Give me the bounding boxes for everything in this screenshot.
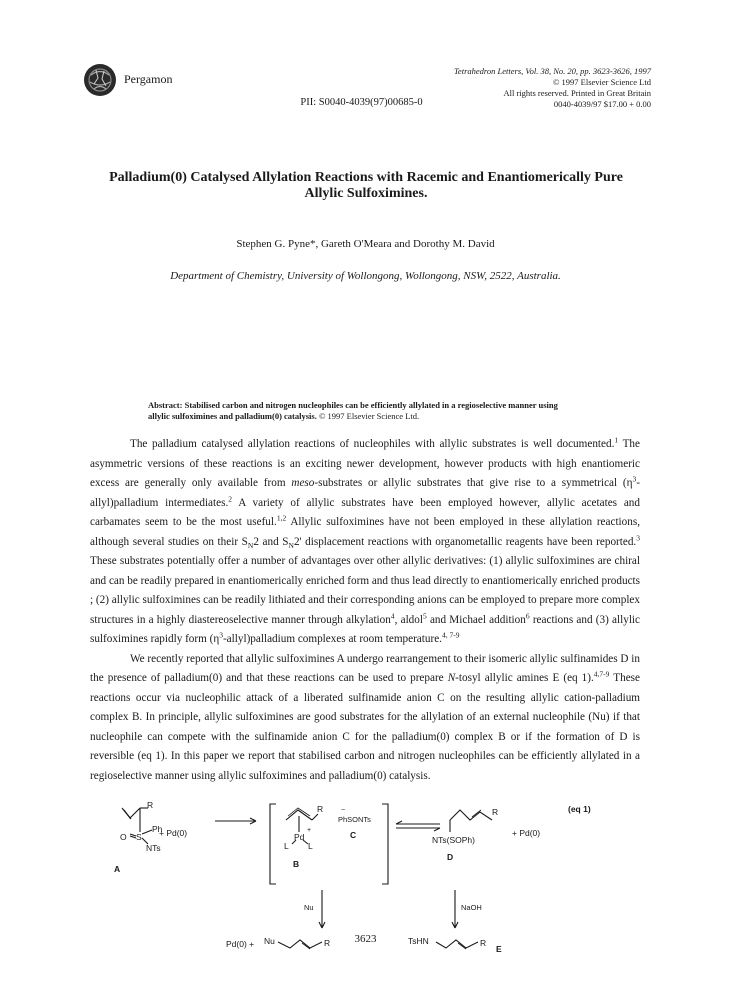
page-number: 3623 [354, 933, 377, 945]
reagent-nu: Nu [304, 903, 314, 912]
abstract-copyright: © 1997 Elsevier Science Ltd. [318, 411, 420, 421]
compound-a-r-label: R [147, 800, 154, 810]
abstract-text: Stabilised carbon and nitrogen nucleophiles can be efficiently allylated in a regioselective manner using allylic sulfoximines and palladium(0) catalysis. [148, 400, 558, 421]
bracket-right [382, 804, 388, 884]
paper-title [80, 170, 652, 202]
product-pd0: Pd(0) + [226, 939, 255, 949]
product-nu-r: R [324, 938, 331, 948]
ref: 2 [228, 493, 232, 503]
complex-b-charge: + [307, 827, 312, 834]
pii-line: PII: S0040-4039(97)00685-0 [300, 97, 423, 108]
compound-a-label: A [114, 864, 121, 874]
equilibrium-arrow-top [396, 821, 440, 824]
compound-a-sulfur: S [136, 832, 142, 842]
copyright-line: © 1997 Elsevier Science Ltd [552, 77, 651, 87]
paragraph-1: The palladium catalysed allylation reactions of nucleophiles with allylic substrates is well documented.$^1$ The asymmetric versions of these reactions is an exciting newer development, however products with high enantiomeric excess are generally only available from meso-substrates or allylic substrates that give rise to a symmetrical $(\eta^3-allyl)palladium$ intermediates.$^2$ A variety of allylic substrates have been employed however, allylic acetates and carbamates seem to be the most useful.$^{1,2}$ Allylic sulfoximines have not been employed in these allylation reactions, although several studies on their $S_N2$ and $S_N2'$ displacement reactions with organometallic reagents have been reported.$^3$ These substrates potentially offer a number of advantages over other allylic derivatives: (1) allylic sulfoximines are chiral and can be readily prepared in enantiomerically enriched form and thus lead directly to enantiomerically enriched products ; (2) allylic sulfoximines can be readily lithiated and their corresponding anions can be employed to prepare more complex structures in a highly diastereoselective manner through alkylation$^4$, aldol$^5$ and Michael addition$^6$ reactions and (3) allylic sulfoximines rapidly form $(\eta^3-allyl)palladium$ complexes at room temperature.$^{4, 7-9}$ [90, 435, 641, 645]
rights-line: All rights reserved. Printed in Great Britain [503, 88, 651, 98]
abstract [148, 400, 578, 422]
anion-c-charge: − [341, 807, 346, 814]
equation-label: (eq 1) [568, 804, 591, 814]
bracket-left [270, 804, 276, 884]
complex-b-pd: Pd [294, 832, 305, 842]
ref: 4 [390, 610, 395, 620]
product-e-label: E [496, 944, 502, 954]
ref: 6 [525, 610, 530, 620]
ref: 3 [636, 532, 640, 542]
compound-a-phenyl: Ph [152, 824, 163, 834]
paragraph-2: We recently reported that allylic sulfoximines A undergo rearrangement to their isomeric allylic sulfinamides D in the presence of palladium(0) and that these reactions can be used to prepare N-tosyl allylic amines E (eq 1).$^{4,7-9}$ These reactions occur via nucleophilic attack of a liberated sulfinamide anion C on the resulting allylic cation-palladium complex B. In principle, allylic sulfoximines are good substrates for the allylation of an external nucleophile (Nu) if that nucleophile can compete with the sulfinamide anion C for the palladium(0) complex B or if the formation of D is reversible (eq 1). In this paper we report that stabilised carbon and nitrogen nucleophiles can be efficiently allylated in a regioselective manner using allylic sulfoximines and palladium(0) catalysis. [90, 652, 640, 782]
complex-b-ligand-left: L [284, 841, 289, 851]
title-line-2: Allylic Sulfoximines. [304, 186, 428, 201]
anion-c-formula: PhSONTs [338, 815, 371, 824]
complex-b-r-label: R [317, 804, 324, 814]
compound-d-group: NTs(SOPh) [432, 835, 475, 845]
product-nu-group: Nu [264, 936, 275, 946]
compound-a-double-bond [124, 810, 131, 819]
compound-d-coproduct: + Pd(0) [512, 828, 541, 838]
compound-d-chain [450, 810, 492, 820]
abstract-label: Abstract: [148, 400, 183, 410]
publisher-name: Pergamon [124, 72, 173, 86]
product-e-r: R [480, 938, 487, 948]
compound-d-label: D [447, 852, 454, 862]
body-text [90, 435, 640, 786]
compound-a-allyl-bond [122, 808, 140, 818]
ref: 1,2 [276, 513, 287, 523]
price-code: 0040-4039/97 $17.00 + 0.00 [553, 99, 651, 109]
ref: 4, 7-9 [441, 630, 460, 640]
complex-b-ligand-right: L [308, 841, 313, 851]
compound-a-nts: NTs [146, 843, 161, 853]
anion-c-label: C [350, 830, 357, 840]
reaction-arrow-naoh [452, 890, 458, 928]
complex-b-label: B [293, 859, 300, 869]
compound-a-oxygen: O [120, 832, 127, 842]
ref: 4,7-9 [593, 669, 610, 679]
affiliation: Department of Chemistry, University of Wollongong, Wollongong, NSW, 2522, Australia. [170, 270, 561, 282]
author-list: Stephen G. Pyne*, Gareth O'Meara and Dorothy M. David [236, 238, 495, 250]
ref: 5 [422, 610, 427, 620]
title-line-1: Palladium(0) Catalysed Allylation Reactions with Racemic and Enantiomerically Pure [109, 170, 623, 185]
reagent-naoh: NaOH [461, 903, 482, 912]
journal-citation: Tetrahedron Letters, Vol. 38, No. 20, pp. 3623-3626, 1997 [453, 66, 651, 76]
product-e-group: TsHN [408, 936, 429, 946]
equilibrium-arrow-bottom [396, 828, 440, 831]
pergamon-logo [82, 62, 118, 98]
ref: 1 [614, 435, 619, 445]
compound-d-r-label: R [492, 807, 499, 817]
reaction-arrow-nu [319, 890, 325, 928]
compound-a-reagent: + Pd(0) [159, 828, 188, 838]
